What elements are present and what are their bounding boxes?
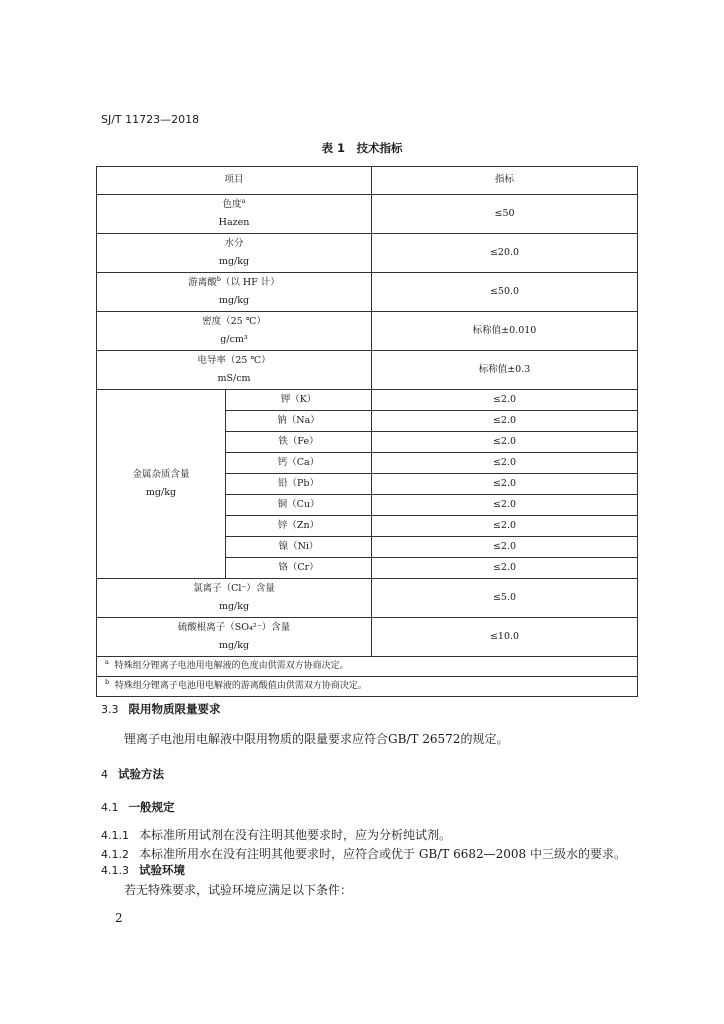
metal-item: 钙（Ca） xyxy=(226,453,372,474)
item-unit: mg/kg xyxy=(218,601,250,612)
section-number: 4 xyxy=(101,768,108,781)
clause-title: 试验环境 xyxy=(139,863,185,877)
note-text: 特殊组分锂离子电池用电解液的游离酸值由供需双方协商决定。 xyxy=(114,680,367,691)
row-value: 标称值±0.010 xyxy=(372,312,638,351)
row-item xyxy=(97,273,372,312)
metal-value: ≤2.0 xyxy=(372,495,638,516)
metal-item: 铅（Pb） xyxy=(226,474,372,495)
page-number: 2 xyxy=(115,911,123,925)
metal-value: ≤2.0 xyxy=(372,390,638,411)
item-unit: mg/kg xyxy=(218,640,250,651)
item-name: 水分 xyxy=(224,237,244,249)
col-header-item: 项目 xyxy=(97,167,372,195)
metal-item: 钾（K） xyxy=(226,390,372,411)
row-value: ≤5.0 xyxy=(372,579,638,618)
clause-4-1-1 xyxy=(101,826,451,843)
item-name: 密度（25 ℃） xyxy=(202,315,266,327)
section-title: 限用物质限量要求 xyxy=(128,702,221,716)
footnote-mark: a xyxy=(241,196,246,205)
clause-number: 4.1.3 xyxy=(101,864,129,877)
item-name: 游离酸 xyxy=(188,276,217,288)
item-name: 色度 xyxy=(222,198,242,210)
section-number: 3.3 xyxy=(101,703,119,716)
metal-value: ≤2.0 xyxy=(372,474,638,495)
row-item xyxy=(97,234,372,273)
table-row xyxy=(97,195,638,234)
table-note-row xyxy=(97,657,638,677)
table-caption: 表 1 技术指标 xyxy=(321,141,403,155)
metal-item: 铁（Fe） xyxy=(226,432,372,453)
clause-4-1-2 xyxy=(101,845,626,862)
row-value: 标称值±0.3 xyxy=(372,351,638,390)
clause-text: 本标准所用水在没有注明其他要求时，应符合或优于 GB/T 6682—2008 中三级水的要求。 xyxy=(139,847,626,861)
metal-group-unit: mg/kg xyxy=(145,487,177,498)
clause-4-1-3 xyxy=(101,862,185,878)
item-name: 电导率（25 ℃） xyxy=(197,354,271,366)
col-header-index: 指标 xyxy=(372,167,638,195)
row-value: ≤10.0 xyxy=(372,618,638,657)
paragraph: 锂离子电池用电解液中限用物质的限量要求应符合GB/T 26572的规定。 xyxy=(124,732,509,746)
row-item xyxy=(97,195,372,234)
metal-item: 铬（Cr） xyxy=(226,558,372,579)
clause-number: 4.1.1 xyxy=(101,829,129,842)
metal-item: 锌（Zn） xyxy=(226,516,372,537)
item-unit: mg/kg xyxy=(218,295,250,306)
metal-value: ≤2.0 xyxy=(372,453,638,474)
paragraph: 若无特殊要求，试验环境应满足以下条件： xyxy=(124,883,353,897)
table-row xyxy=(97,234,638,273)
item-name: 硫酸根离子（SO₄²⁻）含量 xyxy=(177,621,291,633)
metal-value: ≤2.0 xyxy=(372,558,638,579)
metal-item: 铜（Cu） xyxy=(226,495,372,516)
row-value: ≤50 xyxy=(372,195,638,234)
note-mark: b xyxy=(105,677,110,686)
row-value: ≤20.0 xyxy=(372,234,638,273)
document-code-header: SJ/T 11723—2018 xyxy=(101,113,200,126)
note-text: 特殊组分锂离子电池用电解液的色度由供需双方协商决定。 xyxy=(114,660,349,671)
metal-value: ≤2.0 xyxy=(372,432,638,453)
section-heading-4-1 xyxy=(101,799,175,815)
table-note-row xyxy=(97,677,638,697)
table-row xyxy=(97,390,638,411)
row-item xyxy=(97,618,372,657)
item-name: 氯离子（Cl⁻）含量 xyxy=(193,582,275,594)
row-item xyxy=(97,351,372,390)
table-row xyxy=(97,312,638,351)
metal-group-name: 金属杂质含量 xyxy=(132,468,190,480)
table-row xyxy=(97,273,638,312)
clause-text: 本标准所用试剂在没有注明其他要求时，应为分析纯试剂。 xyxy=(139,828,452,842)
metal-value: ≤2.0 xyxy=(372,537,638,558)
item-unit: mg/kg xyxy=(218,256,250,267)
item-name-suffix: （以 HF 计） xyxy=(220,276,280,288)
row-item xyxy=(97,312,372,351)
section-heading-4 xyxy=(101,766,164,782)
section-title: 试验方法 xyxy=(118,767,164,781)
technical-spec-table xyxy=(96,166,638,697)
metal-item: 钠（Na） xyxy=(226,411,372,432)
table-row xyxy=(97,579,638,618)
metal-item: 镍（Ni） xyxy=(226,537,372,558)
section-number: 4.1 xyxy=(101,801,119,814)
item-unit: Hazen xyxy=(218,217,250,228)
row-item xyxy=(97,579,372,618)
metal-group-label xyxy=(97,390,226,579)
section-heading-3-3 xyxy=(101,701,221,717)
item-unit: g/cm³ xyxy=(220,334,248,345)
table-row xyxy=(97,351,638,390)
metal-value: ≤2.0 xyxy=(372,411,638,432)
clause-number: 4.1.2 xyxy=(101,848,129,861)
footnote-mark: b xyxy=(216,274,221,283)
table-note xyxy=(97,657,638,677)
note-mark: a xyxy=(105,657,109,666)
section-title: 一般规定 xyxy=(128,800,175,814)
table-row xyxy=(97,618,638,657)
table-note xyxy=(97,677,638,697)
item-unit: mS/cm xyxy=(217,373,251,384)
metal-value: ≤2.0 xyxy=(372,516,638,537)
row-value: ≤50.0 xyxy=(372,273,638,312)
